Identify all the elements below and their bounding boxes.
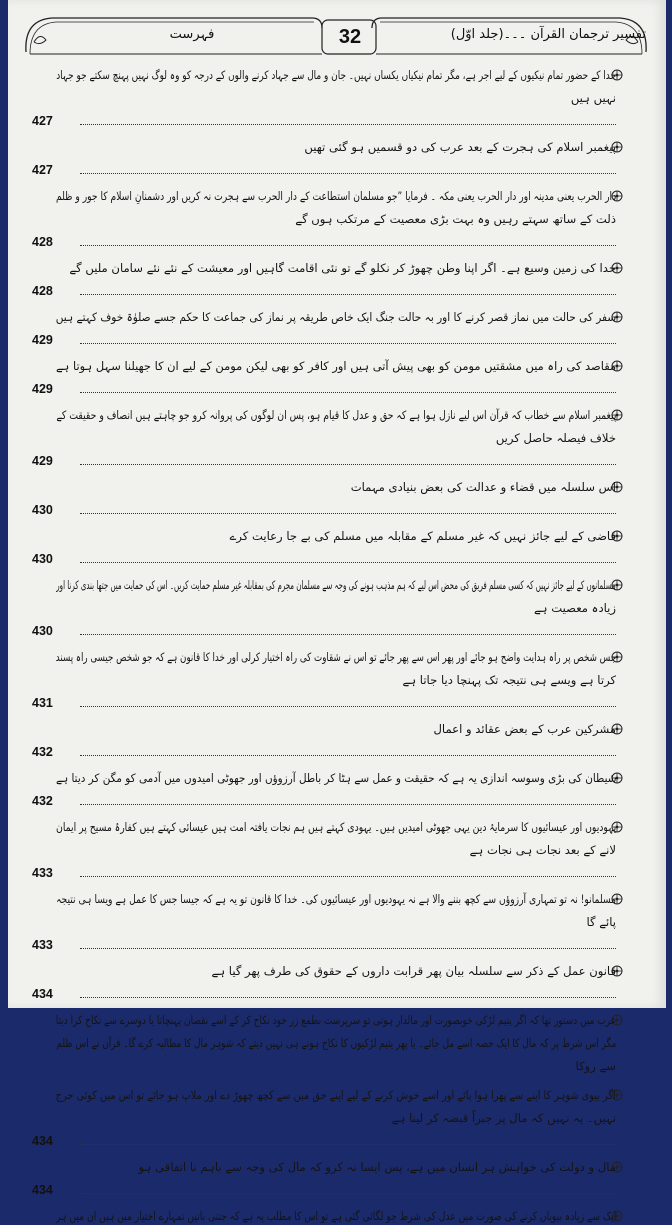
page-reference-line — [32, 452, 616, 470]
entry-text-line: یہودیوں اور عیسائیوں کا سرمایۂ دین یہی جھوٹی امیدیں ہیں۔ یہودی کہتے ہیں ہم نجات یافتہ امت ہیں عیسائی کہتے ہیں کفارۂ مسیح پر ایمان — [55, 820, 616, 834]
page-reference-number: 430 — [32, 624, 53, 638]
page-reference-line — [32, 1132, 616, 1150]
entry-text-line: مقاصد کی راہ میں مشقتیں مومن کو بھی پیش آتی ہیں اور کافر کو بھی لیکن مومن کے لیے ان کا جھیلنا سہل ہوتا ہے — [55, 359, 616, 373]
leader-dots — [80, 1144, 616, 1145]
page-reference-line — [32, 1181, 616, 1199]
entry-text-line: مشرکین عرب کے بعض عقائد و اعمال — [433, 722, 616, 736]
page-reference-number: 429 — [32, 382, 53, 396]
leader-dots — [80, 124, 616, 125]
entry-text-line: کرتا ہے ویسے ہی نتیجہ تک پہنچا دیا جاتا ہے — [402, 673, 616, 687]
page-reference-number: 433 — [32, 938, 53, 952]
page-reference-number: 434 — [32, 1134, 53, 1148]
entry-text-line: زیادہ معصیت ہے — [533, 601, 616, 615]
page-reference-line — [32, 743, 616, 761]
page-reference-line — [32, 380, 616, 398]
entry-text-line: سے روکا — [575, 1059, 616, 1073]
entry-text-line: عرب میں دستور تھا کہ اگر یتیم لڑکی خوبصورت اور مالدار ہوتی تو سرپرست بطمع زر خود نکاح کر کے اسے نقصان پہنچاتا یا دوسرے سے نکاح کرا دیتا — [55, 1013, 616, 1027]
entry-text-line: ایک سے زیادہ بیویاں کرنے کی صورت میں عدل کی شرط جو لگائی گئی ہے تو اس کا مطلب یہ ہے کہ جتنی باتیں تمہارے اختیار میں ہیں ان میں ہر — [55, 1209, 616, 1223]
entry-text-line: پیغمبر اسلام کی ہجرت کے بعد عرب کی دو قسمیں ہو گئی تھیں — [304, 140, 616, 154]
page-reference-number: 427 — [32, 114, 53, 128]
page-reference-line — [32, 501, 616, 519]
page-reference-line — [32, 331, 616, 349]
leader-dots — [80, 706, 616, 707]
page-reference-number: 431 — [32, 696, 53, 710]
leader-dots — [80, 948, 616, 949]
entry-text-line: شیطان کی بڑی وسوسہ اندازی یہ ہے کہ حقیقت و عمل سے ہٹا کر باطل آرزوؤں اور جھوٹی امیدوں میں آدمی کو مگن کر دیتا ہے — [55, 771, 616, 785]
page-reference-number: 434 — [32, 1183, 53, 1197]
leader-dots — [80, 562, 616, 563]
page-reference-number: 433 — [32, 866, 53, 880]
entry-text-line: خدا کے حضور تمام نیکیوں کے لیے اجر ہے، مگر تمام نیکیاں یکساں نہیں۔ جان و مال سے جہاد کرنے والوں کے درجہ کو وہ لوگ نہیں پہنچ سکتے جو جہاد — [56, 68, 616, 82]
entry-text-line: اگر بیوی شوہر کا اپنے سے پھرا ہوا پائے اور اسے خوش کرنے کے لیے اپنے حق میں سے کچھ چھوڑ دے اور ملاپ ہو جائے تو اس میں کوئی حرج — [55, 1088, 616, 1102]
leader-dots — [80, 1193, 616, 1194]
leader-dots — [80, 876, 616, 877]
page-reference-line — [32, 936, 616, 954]
page-reference-line — [32, 112, 616, 130]
entry-text-line: لانے کے بعد نجات ہی نجات ہے — [469, 843, 616, 857]
page-number: 32 — [338, 26, 362, 48]
entry-text-line: مسلمانوں کے لیے جائز نہیں کہ کسی مسلم فریق کی محض اس لیے کہ ہم مذہب ہونے کی وجہ سے مسلمان مجرم کی بمقابلہ غیر مسلم حمایت کریں۔ اس کی حمایت میں جتھا بندی کرنا اور — [56, 578, 616, 592]
entry-text-line: خدا کی زمین وسیع ہے۔ اگر اپنا وطن چھوڑ کر نکلو گے تو نئی اقامت گاہیں اور معیشت کے نئے نئے سامان ملیں گے — [69, 261, 616, 275]
page-reference-number: 429 — [32, 333, 53, 347]
entry-text-line: جس شخص پر راہ ہدایت واضح ہو جائے اور پھر اس سے پھر جائے تو اس نے شقاوت کی راہ اختیار کرلی اور خدا کا قانون ہے کہ جو شخص جیسی راہ پسند — [55, 650, 616, 664]
page-reference-line — [32, 233, 616, 251]
page-reference-line — [32, 161, 616, 179]
page-reference-line — [32, 550, 616, 568]
page-reference-number: 428 — [32, 235, 53, 249]
page-header — [22, 12, 650, 58]
entry-text-line: ذلت کے ساتھ سہتے رہیں وہ بہت بڑی معصیت کے مرتکب ہوں گے — [295, 212, 616, 226]
leader-dots — [80, 464, 616, 465]
page-reference-line — [32, 792, 616, 810]
entry-text-line: مگر اس شرط پر کہ مال کا ایک حصہ اسے مل جائے۔ یا پھر یتیم لڑکیوں کا نکاح ہونے ہی نہیں دیتے کہ شوہر مال کا مطالبہ کرے گا۔ قرآن نے اس ظلم — [56, 1036, 616, 1050]
leader-dots — [80, 173, 616, 174]
entry-text-line: خلاف فیصلہ حاصل کریں — [495, 431, 616, 445]
entry-text-line: نہیں ہیں — [570, 91, 616, 105]
page-reference-number: 434 — [32, 987, 53, 1001]
entry-text-line: پیغمبر اسلام سے خطاب کہ قرآن اس لیے نازل ہوا ہے کہ حق و عدل کا قیام ہو، پس ان لوگوں کی پروانہ کرو جو چاہتے ہیں انصاف و حقیقت کے — [55, 408, 616, 422]
page-reference-line — [32, 282, 616, 300]
leader-dots — [80, 343, 616, 344]
table-of-contents — [8, 60, 666, 1223]
leader-dots — [80, 294, 616, 295]
book-title: تفسیر ترجمان القرآن ۔۔۔(جلد اوّل) — [450, 27, 646, 42]
section-title: فہرست — [169, 27, 215, 42]
entry-text-line: دار الحرب یعنی مدینہ اور دار الحرب یعنی مکہ ۔ فرمایا ”جو مسلمان استطاعت کے دار الحرب سے ہجرت نہ کریں اور دشمنانِ اسلام کا جور و ظلم — [55, 189, 616, 203]
leader-dots — [80, 634, 616, 635]
page-reference-line — [32, 622, 616, 640]
leader-dots — [80, 513, 616, 514]
leader-dots — [80, 755, 616, 756]
page-reference-number: 428 — [32, 284, 53, 298]
page-reference-line — [32, 694, 616, 712]
entry-text-line: قانون عمل کے ذکر سے سلسلہ بیان پھر قرابت داروں کے حقوق کی طرف پھر گیا ہے — [211, 964, 616, 978]
book-page — [8, 0, 666, 1223]
page-reference-number: 430 — [32, 503, 53, 517]
page-reference-line — [32, 864, 616, 882]
page-reference-line — [32, 985, 616, 1003]
entry-text-line: مال و دولت کی خواہش ہر انسان میں ہے، پس ایسا نہ کرو کہ مال کی وجہ سے باہم نا اتفاقی ہو — [138, 1160, 616, 1174]
entry-text-line: مسلمانو! نہ تو تمہاری آرزوؤں سے کچھ بننے والا ہے نہ یہودیوں اور عیسائیوں کی۔ خدا کا قانون تو یہ ہے کہ جیسا جس کا عمل ہے ویسا ہی نتیجہ — [56, 892, 616, 906]
entry-text-line: نہیں۔ یہ نہیں کہ مال پر جبراً قبضہ کر لینا ہے — [391, 1111, 616, 1125]
page-reference-number: 429 — [32, 454, 53, 468]
page-reference-number: 430 — [32, 552, 53, 566]
page-reference-number: 432 — [32, 745, 53, 759]
entry-text-line: قاضی کے لیے جائز نہیں کہ غیر مسلم کے مقابلہ میں مسلم کی بے جا رعایت کرے — [229, 529, 616, 543]
leader-dots — [80, 245, 616, 246]
entry-text-line: اس سلسلہ میں قضاء و عدالت کی بعض بنیادی مہمات — [350, 480, 616, 494]
page-reference-number: 432 — [32, 794, 53, 808]
entry-text-line: پائے گا — [586, 915, 616, 929]
entry-text-line: سفر کی حالت میں نماز قصر کرنے کا اور بہ حالت جنگ ایک خاص طریقہ پر نماز کی جماعت کا حکم جسے صلوٰۃ خوف کہتے ہیں — [55, 310, 616, 324]
leader-dots — [80, 804, 616, 805]
leader-dots — [80, 392, 616, 393]
page-reference-number: 427 — [32, 163, 53, 177]
leader-dots — [80, 997, 616, 998]
